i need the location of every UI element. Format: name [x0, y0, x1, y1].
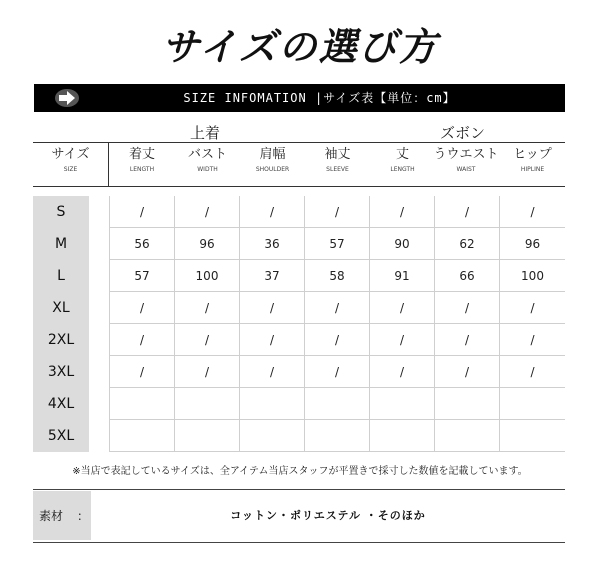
table-cell: 100 [174, 260, 239, 292]
table-row [109, 292, 565, 324]
table-cell: 56 [109, 228, 174, 260]
table-cell: 96 [499, 228, 565, 260]
table-cell: 36 [239, 228, 304, 260]
table-cell: 62 [434, 228, 499, 260]
table-cell: 37 [239, 260, 304, 292]
table-row [109, 356, 565, 388]
table-row [109, 260, 565, 292]
table-row [109, 324, 565, 356]
header-waist [430, 146, 502, 186]
header-width [175, 146, 240, 186]
table-cell [434, 420, 499, 452]
table-cell: / [109, 292, 174, 324]
size-label: 5XL [47, 428, 75, 444]
table-cell: / [304, 324, 369, 356]
table-cell [304, 388, 369, 420]
header-jp: バスト [187, 147, 227, 162]
header-en: LENGTH [129, 166, 155, 173]
table-cell: / [369, 324, 434, 356]
size-info-banner [34, 84, 565, 112]
header-jp: うウエスト [433, 147, 499, 162]
header-pants-length [370, 146, 435, 186]
table-row [109, 420, 565, 452]
table-cell [174, 420, 239, 452]
header-size-en: SIZE [63, 166, 78, 173]
size-label: M [54, 236, 68, 252]
table-cell: / [174, 324, 239, 356]
table-cell: 57 [109, 260, 174, 292]
header-shoulder [240, 146, 305, 186]
table-cell [434, 388, 499, 420]
size-label: 3XL [47, 364, 75, 380]
size-label: L [57, 268, 65, 284]
table-cell: 100 [499, 260, 565, 292]
table-cell: / [369, 196, 434, 228]
size-label: XL [52, 300, 70, 316]
header-length [109, 146, 175, 186]
table-cell: 58 [304, 260, 369, 292]
table-cell: / [239, 324, 304, 356]
table-cell: / [239, 356, 304, 388]
table-cell [239, 420, 304, 452]
table-cell: / [434, 292, 499, 324]
header-size-jp: サイズ [51, 147, 90, 162]
header-sleeve [305, 146, 370, 186]
header-jp: 丈 [395, 147, 409, 162]
header-jp: 着丈 [128, 147, 155, 162]
table-cell [369, 420, 434, 452]
table-cell: / [499, 292, 565, 324]
header-jp: ヒップ [513, 147, 552, 162]
page-title: サイズの選び方 [161, 25, 439, 69]
table-cell: 57 [304, 228, 369, 260]
table-cell: / [174, 196, 239, 228]
table-cell [499, 388, 565, 420]
table-cell [369, 388, 434, 420]
size-label: 2XL [47, 332, 75, 348]
material-label-cell [33, 491, 91, 540]
material-value: コットン・ポリエステル ・そのほか [230, 509, 426, 522]
banner-text: SIZE INFOMATION |サイズ表【単位：cm】 [183, 91, 456, 105]
table-cell: 91 [369, 260, 434, 292]
header-en: SLEEVE [326, 166, 349, 173]
group-label-top: 上着 [190, 124, 221, 142]
header-bottom-rule [33, 186, 565, 187]
size-table [33, 196, 565, 452]
table-cell: / [109, 356, 174, 388]
header-size [33, 146, 108, 186]
header-top-rule [33, 142, 565, 143]
header-en: SHOULDER [255, 166, 290, 173]
header-jp: 肩幅 [259, 147, 286, 162]
size-label: S [56, 204, 66, 220]
table-cell: / [434, 324, 499, 356]
header-hipline [500, 146, 565, 186]
table-cell: / [109, 196, 174, 228]
header-en: WAIST [456, 166, 476, 173]
table-cell: / [434, 356, 499, 388]
header-en: HIPLINE [520, 166, 545, 173]
table-cell [109, 388, 174, 420]
table-cell: / [174, 356, 239, 388]
table-cell [239, 388, 304, 420]
material-colon: ： [77, 509, 90, 523]
table-cell: 96 [174, 228, 239, 260]
table-cell [109, 420, 174, 452]
table-row [109, 196, 565, 228]
table-cell: / [434, 196, 499, 228]
header-jp: 袖丈 [324, 147, 351, 162]
group-label-bottom: ズボン [440, 124, 486, 142]
table-cell [499, 420, 565, 452]
size-label: 4XL [47, 396, 75, 412]
table-row [109, 388, 565, 420]
material-bottom-rule [33, 542, 565, 543]
table-cell: / [174, 292, 239, 324]
header-en: WIDTH [197, 166, 218, 173]
measurement-note: ※当店で表記しているサイズは、全アイテム当店スタッフが平置きで採寸した数値を記載しています。 [72, 466, 528, 477]
table-cell: / [499, 324, 565, 356]
table-cell: 90 [369, 228, 434, 260]
table-cell: 66 [434, 260, 499, 292]
material-label: 素材 [39, 509, 64, 523]
table-cell: / [369, 356, 434, 388]
table-cell: / [304, 356, 369, 388]
material-top-rule [33, 489, 565, 490]
header-en: LENGTH [390, 166, 415, 173]
table-cell: / [239, 196, 304, 228]
table-cell: / [499, 196, 565, 228]
table-cell: / [109, 324, 174, 356]
table-cell: / [499, 356, 565, 388]
table-row [109, 228, 565, 260]
table-cell: / [304, 292, 369, 324]
table-cell: / [304, 196, 369, 228]
table-cell: / [369, 292, 434, 324]
table-cell [174, 388, 239, 420]
table-cell: / [239, 292, 304, 324]
table-cell [304, 420, 369, 452]
